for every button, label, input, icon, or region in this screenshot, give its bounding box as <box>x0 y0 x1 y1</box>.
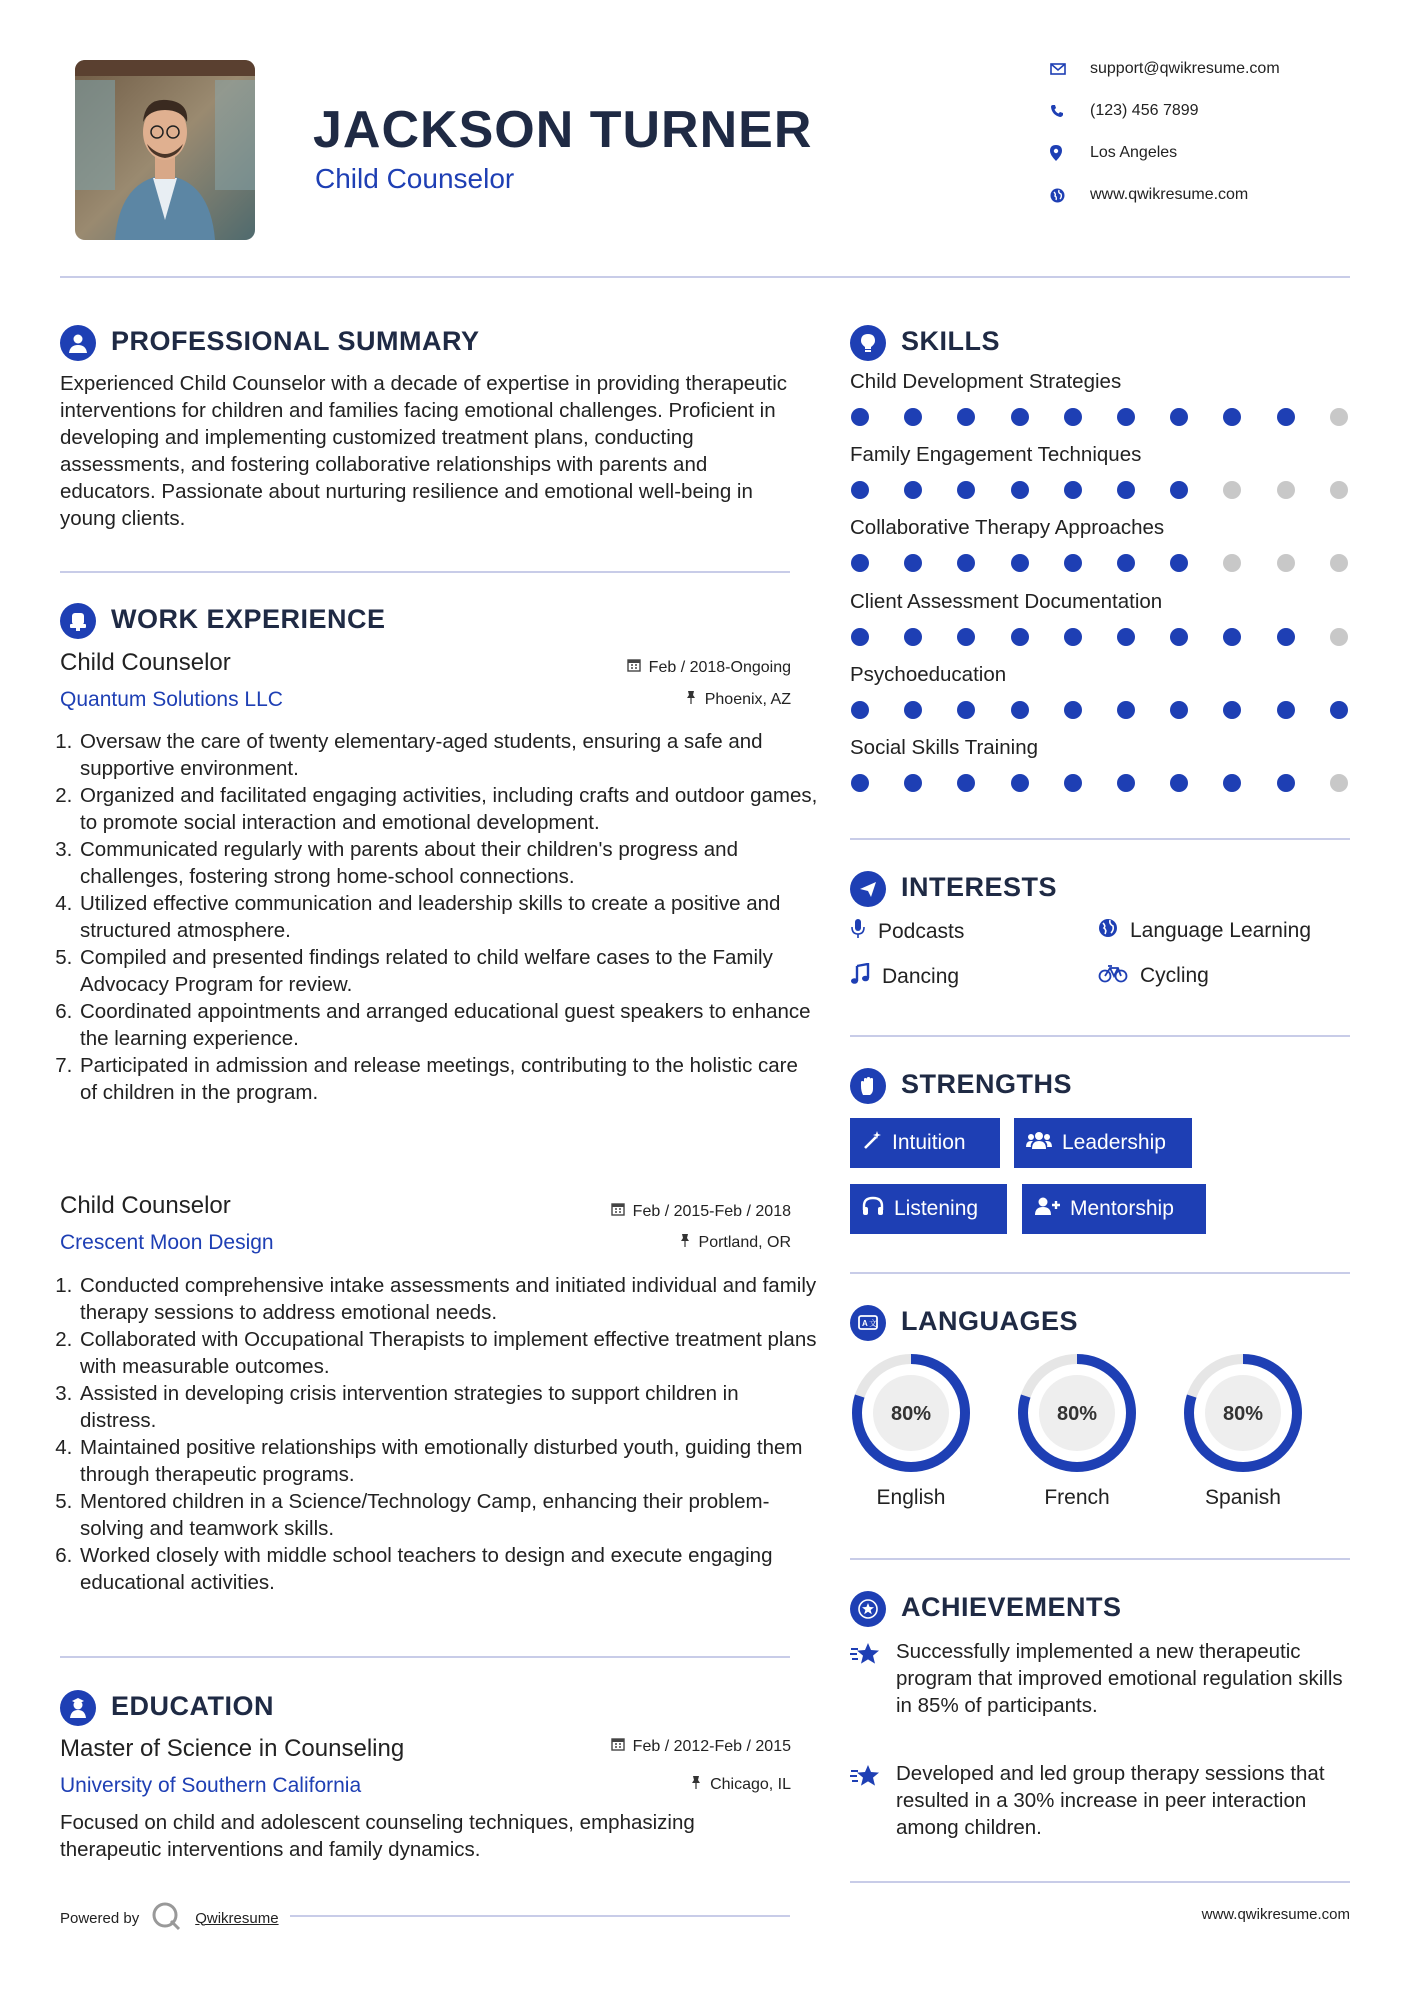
job-dates-text: Feb / 2015-Feb / 2018 <box>632 1202 791 1220</box>
rating-dot-filled <box>851 481 869 499</box>
language-icon <box>850 1305 886 1341</box>
strength-chip-leadership <box>1014 1118 1192 1168</box>
rating-dot-empty <box>1330 774 1348 792</box>
rating-dot-filled <box>904 481 922 499</box>
interest-item <box>1098 918 1311 944</box>
list-item: 7. Participated in admission and release meetings, contributing to the holistic care of children in the program. <box>78 1052 818 1106</box>
hand-icon <box>850 1068 886 1104</box>
list-item: 5. Mentored children in a Science/Technology Camp, enhancing their problem-solving and teamwork skills. <box>78 1488 818 1542</box>
phone-text: (123) 456 7899 <box>1090 102 1199 119</box>
pushpin-icon <box>690 1775 702 1794</box>
user-icon <box>60 325 96 361</box>
rating-dot-filled <box>1277 408 1295 426</box>
skill-label: Client Assessment Documentation <box>850 589 1163 613</box>
pushpin-icon <box>685 690 697 709</box>
map-pin-icon <box>1050 145 1090 161</box>
rating-dot-filled <box>1223 774 1241 792</box>
rating-dot-empty <box>1330 408 1348 426</box>
skill-rating <box>851 481 1351 501</box>
language-percent: 80% <box>1056 1403 1098 1425</box>
job-location <box>679 1233 791 1252</box>
rating-dot-filled <box>957 774 975 792</box>
language-name: English <box>876 1486 946 1509</box>
language-percent: 80% <box>890 1403 932 1425</box>
user-plus-icon <box>1034 1196 1060 1222</box>
headphones-icon <box>862 1196 884 1222</box>
achievement-text: Developed and led group therapy sessions that resulted in a 30% increase in peer interaction among children. <box>896 1762 1325 1839</box>
list-item: 4. Utilized effective communication and leadership skills to create a positive and structured atmosphere. <box>78 890 818 944</box>
microphone-icon <box>850 918 866 946</box>
interest-label: Language Learning <box>1130 919 1312 942</box>
rating-dot-filled <box>957 701 975 719</box>
interest-label: Dancing <box>882 965 960 988</box>
email-text: support@qwikresume.com <box>1090 60 1280 77</box>
list-item: 6. Coordinated appointments and arranged educational guest speakers to enhance the learning experience. <box>78 998 818 1052</box>
candidate-title: Child Counselor <box>315 163 515 194</box>
rating-dot-filled <box>1011 628 1029 646</box>
paper-plane-icon <box>850 871 886 907</box>
rating-dot-filled <box>1064 774 1082 792</box>
rating-dot-filled <box>904 554 922 572</box>
rating-dot-filled <box>1011 481 1029 499</box>
rating-dot-empty <box>1330 554 1348 572</box>
language-percent: 80% <box>1222 1403 1264 1425</box>
website-text: www.qwikresume.com <box>1090 186 1249 203</box>
rating-dot-filled <box>957 554 975 572</box>
job-title: Child Counselor <box>60 1192 231 1219</box>
experience-divider <box>60 1656 790 1658</box>
music-note-icon <box>850 963 870 991</box>
list-item: 1. Conducted comprehensive intake assessments and initiated individual and family therapy sessions to address emotional needs. <box>78 1272 818 1326</box>
rating-dot-empty <box>1330 481 1348 499</box>
experience-heading: WORK EXPERIENCE <box>111 604 386 634</box>
strength-chip-listening <box>850 1184 1007 1234</box>
achievement-item <box>850 1638 1350 1719</box>
contact-location <box>1050 141 1350 165</box>
interest-item <box>1098 963 1209 989</box>
skill-label: Family Engagement Techniques <box>850 443 1142 467</box>
language-item <box>1178 1350 1308 1510</box>
education-dates-text: Feb / 2012-Feb / 2015 <box>632 1737 791 1755</box>
skills-heading: SKILLS <box>901 326 1001 356</box>
rating-dot-filled <box>957 481 975 499</box>
rating-dot-filled <box>1277 774 1295 792</box>
list-item: 6. Worked closely with middle school teachers to design and execute engaging educational activities. <box>78 1542 818 1596</box>
interests-heading: INTERESTS <box>901 872 1058 902</box>
rating-dot-empty <box>1277 554 1295 572</box>
job-company: Crescent Moon Design <box>60 1231 274 1254</box>
rating-dot-filled <box>1223 628 1241 646</box>
rating-dot-filled <box>904 701 922 719</box>
job-location <box>685 690 791 709</box>
footer-line <box>290 1915 790 1917</box>
contact-website[interactable] <box>1050 183 1350 207</box>
strengths-divider <box>850 1272 1350 1274</box>
achievements-divider <box>850 1881 1350 1883</box>
rating-dot-filled <box>1064 408 1082 426</box>
rating-dot-filled <box>1117 628 1135 646</box>
rating-dot-empty <box>1277 481 1295 499</box>
language-item <box>1012 1350 1142 1510</box>
calendar-icon <box>627 658 641 677</box>
job-location-text: Portland, OR <box>698 1233 791 1251</box>
language-progress-ring <box>1012 1350 1142 1476</box>
contact-email[interactable] <box>1050 57 1350 81</box>
list-item: 2. Collaborated with Occupational Therapists to implement effective treatment plans with measurable outcomes. <box>78 1326 818 1380</box>
achievements-heading: ACHIEVEMENTS <box>901 1592 1122 1622</box>
job-title: Child Counselor <box>60 649 231 676</box>
rating-dot-filled <box>957 408 975 426</box>
powered-by <box>60 1901 279 1935</box>
rating-dot-filled <box>851 554 869 572</box>
school-name: University of Southern California <box>60 1774 362 1797</box>
languages-heading: LANGUAGES <box>901 1306 1079 1336</box>
rating-dot-filled <box>1011 774 1029 792</box>
language-progress-ring <box>846 1350 976 1476</box>
rating-dot-filled <box>904 628 922 646</box>
location-text: Los Angeles <box>1090 144 1178 161</box>
calendar-icon <box>611 1737 625 1756</box>
star-icon <box>850 1638 882 1719</box>
skill-label: Collaborative Therapy Approaches <box>850 516 1165 540</box>
users-icon <box>1026 1130 1052 1156</box>
job-company: Quantum Solutions LLC <box>60 688 283 711</box>
summary-divider <box>60 571 790 573</box>
rating-dot-filled <box>851 408 869 426</box>
skill-rating <box>851 774 1351 794</box>
footer-website[interactable]: www.qwikresume.com <box>1201 1906 1350 1923</box>
job-bullets <box>60 728 818 1106</box>
graduation-icon <box>60 1690 96 1726</box>
rating-dot-filled <box>1277 701 1295 719</box>
globe-icon <box>1050 188 1090 203</box>
languages-divider <box>850 1558 1350 1560</box>
rating-dot-filled <box>904 408 922 426</box>
rating-dot-filled <box>1064 554 1082 572</box>
rating-dot-empty <box>1330 628 1348 646</box>
job-dates-text: Feb / 2018-Ongoing <box>648 658 791 676</box>
rating-dot-filled <box>1117 774 1135 792</box>
globe-icon <box>1098 918 1118 944</box>
rating-dot-empty <box>1223 554 1241 572</box>
svg-text:A: A <box>862 1319 868 1328</box>
strength-label: Listening <box>894 1197 979 1220</box>
brand-link[interactable]: Qwikresume <box>195 1909 279 1927</box>
education-dates <box>611 1737 791 1756</box>
rating-dot-filled <box>1170 628 1188 646</box>
skill-label: Psychoeducation <box>850 662 1007 686</box>
achievement-text: Successfully implemented a new therapeutic program that improved emotional regulation skills in 85% of participants. <box>896 1640 1343 1717</box>
language-name: French <box>1044 1486 1110 1509</box>
rating-dot-filled <box>1011 701 1029 719</box>
phone-icon <box>1050 104 1090 118</box>
lightbulb-icon <box>850 325 886 361</box>
language-name: Spanish <box>1205 1486 1281 1509</box>
education-location-text: Chicago, IL <box>710 1775 791 1793</box>
rating-dot-filled <box>851 774 869 792</box>
candidate-name: JACKSON TURNER <box>313 101 813 159</box>
job-bullets <box>60 1272 818 1596</box>
interests-divider <box>850 1035 1350 1037</box>
job-dates <box>627 658 791 677</box>
education-heading: EDUCATION <box>111 1691 274 1721</box>
bicycle-icon <box>1098 963 1128 989</box>
briefcase-icon <box>60 603 96 639</box>
skill-rating <box>851 628 1351 648</box>
skill-rating <box>851 408 1351 428</box>
skill-label: Social Skills Training <box>850 736 1038 759</box>
rating-dot-filled <box>1011 554 1029 572</box>
rating-dot-filled <box>1170 701 1188 719</box>
svg-text:文: 文 <box>869 1319 877 1328</box>
list-item: 3. Communicated regularly with parents about their children's progress and challenges, fostering strong home-school connections. <box>78 836 818 890</box>
summary-text: Experienced Child Counselor with a decade of expertise in providing therapeutic interventions for children and families facing emotional challenges. Proficient in developing and implementing customized treatment plans, conducting assessments, and fostering collaborative relationships with parents and educators. Passionate about nurturing resilience and emotional well-being in young clients. <box>60 372 788 530</box>
rating-dot-filled <box>1117 701 1135 719</box>
interest-label: Podcasts <box>878 920 965 943</box>
skill-rating <box>851 554 1351 574</box>
skills-divider <box>850 838 1350 840</box>
rating-dot-empty <box>1223 481 1241 499</box>
rating-dot-filled <box>1223 701 1241 719</box>
rating-dot-filled <box>1064 628 1082 646</box>
rating-dot-filled <box>1277 628 1295 646</box>
magic-wand-icon <box>862 1130 882 1156</box>
rating-dot-filled <box>1170 774 1188 792</box>
skill-rating <box>851 701 1351 721</box>
list-item: 4. Maintained positive relationships with emotionally disturbed youth, guiding them through therapeutic programs. <box>78 1434 818 1488</box>
language-progress-ring <box>1178 1350 1308 1476</box>
skill-label: Child Development Strategies <box>850 370 1122 393</box>
strength-label: Intuition <box>892 1131 966 1154</box>
interest-item <box>850 918 964 946</box>
strengths-heading: STRENGTHS <box>901 1069 1073 1099</box>
list-item: 5. Compiled and presented findings related to child welfare cases to the Family Advocacy Program for review. <box>78 944 818 998</box>
list-item: 3. Assisted in developing crisis intervention strategies to support children in distress. <box>78 1380 818 1434</box>
qwikresume-logo-icon <box>151 1901 183 1935</box>
education-description: Focused on child and adolescent counseling techniques, emphasizing therapeutic interventions and family dynamics. <box>60 1811 695 1861</box>
strength-label: Mentorship <box>1070 1197 1174 1220</box>
award-icon <box>850 1591 886 1627</box>
rating-dot-filled <box>1170 481 1188 499</box>
education-location <box>690 1775 791 1794</box>
rating-dot-filled <box>1064 701 1082 719</box>
rating-dot-filled <box>851 628 869 646</box>
star-icon <box>850 1760 882 1841</box>
interest-item <box>850 963 959 991</box>
rating-dot-filled <box>1170 554 1188 572</box>
rating-dot-filled <box>1064 481 1082 499</box>
list-item: 1. Oversaw the care of twenty elementary-aged students, ensuring a safe and supportive environment. <box>78 728 818 782</box>
contact-phone[interactable] <box>1050 99 1350 123</box>
list-item: 2. Organized and facilitated engaging activities, including crafts and outdoor games, to promote social interaction and emotional development. <box>78 782 818 836</box>
profile-photo <box>75 60 255 240</box>
strength-label: Leadership <box>1062 1131 1166 1154</box>
achievement-item <box>850 1760 1350 1841</box>
language-item <box>846 1350 976 1510</box>
calendar-icon <box>611 1202 625 1221</box>
rating-dot-filled <box>1223 408 1241 426</box>
strength-chip-intuition <box>850 1118 1000 1168</box>
rating-dot-filled <box>1330 701 1348 719</box>
envelope-icon <box>1050 62 1090 76</box>
rating-dot-filled <box>1117 408 1135 426</box>
degree-title: Master of Science in Counseling <box>60 1735 405 1762</box>
interest-label: Cycling <box>1140 964 1209 987</box>
strength-chip-mentorship <box>1022 1184 1206 1234</box>
rating-dot-filled <box>1170 408 1188 426</box>
summary-heading: PROFESSIONAL SUMMARY <box>111 326 480 356</box>
rating-dot-filled <box>1117 481 1135 499</box>
job-location-text: Phoenix, AZ <box>704 690 791 708</box>
rating-dot-filled <box>904 774 922 792</box>
rating-dot-filled <box>1011 408 1029 426</box>
pushpin-icon <box>679 1233 691 1252</box>
powered-by-label: Powered by <box>60 1909 140 1927</box>
rating-dot-filled <box>851 701 869 719</box>
rating-dot-filled <box>1117 554 1135 572</box>
header-divider <box>60 276 1350 278</box>
job-dates <box>611 1202 791 1221</box>
rating-dot-filled <box>957 628 975 646</box>
